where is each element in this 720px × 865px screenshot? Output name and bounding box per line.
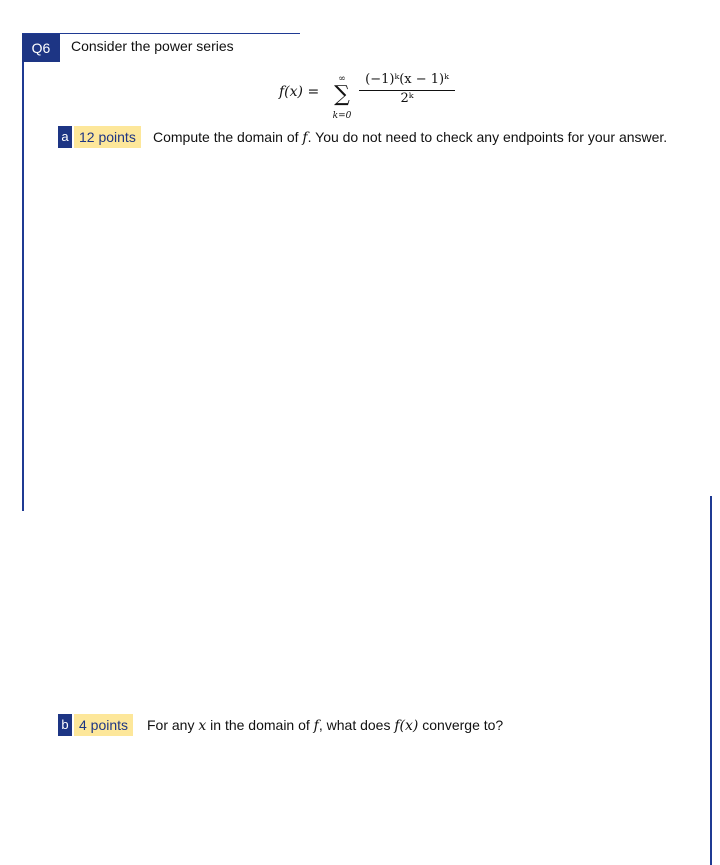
fraction-numerator: (−1)ᵏ(x − 1)ᵏ	[359, 72, 455, 91]
part-a-text-before: Compute the domain of	[153, 129, 299, 145]
part-b-points: 4 points	[74, 714, 133, 736]
sum-upper-limit: ∞	[338, 74, 346, 84]
part-b-text-3: , what does	[318, 717, 391, 733]
part-a-text-after: . You do not need to check any endpoints for your answer.	[307, 129, 668, 145]
formula-lhs	[279, 84, 319, 100]
part-b-letter: b	[58, 714, 72, 736]
part-b-math-1: x	[198, 718, 207, 734]
part-a-prompt	[153, 126, 667, 149]
question-left-rule	[22, 33, 24, 511]
sum-lower-limit: k=0	[332, 111, 352, 121]
formula-equals: =	[307, 84, 320, 100]
part-b-text-4: converge to?	[422, 717, 504, 733]
sigma-symbol: ∑	[334, 82, 350, 107]
part-b-text-1: For any	[147, 717, 195, 733]
part-a-math: f	[302, 130, 308, 146]
page-right-rule	[710, 496, 712, 865]
part-a-points: 12 points	[74, 126, 141, 148]
part-b-text-2: in the domain of	[210, 717, 310, 733]
part-b-math-2: f	[313, 718, 319, 734]
series-term-fraction	[359, 72, 455, 107]
fraction-denominator: 2ᵏ	[400, 91, 414, 106]
summation	[329, 74, 355, 121]
question-top-rule	[22, 33, 300, 34]
question-intro: Consider the power series	[71, 38, 234, 54]
part-a-letter: a	[58, 126, 72, 148]
part-b-math-3: f(x)	[394, 718, 419, 734]
formula-function: f(x)	[279, 84, 304, 100]
question-number-badge: Q6	[22, 34, 60, 62]
part-b-prompt	[147, 714, 503, 737]
